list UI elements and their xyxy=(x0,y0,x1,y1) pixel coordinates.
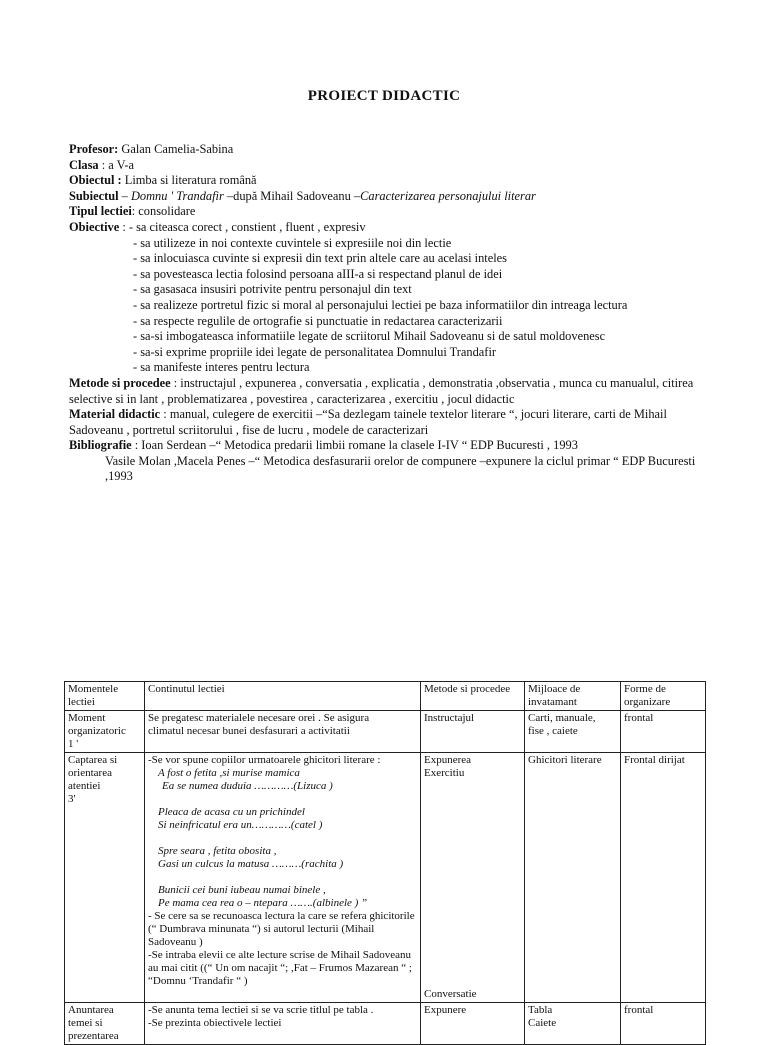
cell-line: -Se prezinta obiectivele lectiei xyxy=(148,1017,282,1029)
header-cell-moment: Momentele lectiei xyxy=(65,682,145,711)
header-cell-mijloace: Mijloace de invatamant xyxy=(525,682,621,711)
cell-line: frontal xyxy=(624,1004,654,1016)
document-title: PROIECT DIDACTIC xyxy=(307,88,461,104)
cell-line: temei si xyxy=(68,1017,103,1029)
mijloace-cell xyxy=(525,753,621,1003)
cell-line: Instructajul xyxy=(424,712,475,724)
cell-line: orientarea xyxy=(68,767,112,779)
header-cell-forme: Forme de organizare xyxy=(621,682,706,711)
header-cell-content: Continutul lectiei xyxy=(145,682,421,711)
cell-line: Expunere xyxy=(424,1004,467,1016)
riddle-line: Gasi un culcus la matusa ………(rachita ) xyxy=(158,858,344,870)
clasa-value: : a V-a xyxy=(98,157,135,172)
cell-line: fise , caiete xyxy=(528,725,578,737)
obiectiv-item: - sa-si exprime propriile idei legate de personalitatea Domnului Trandafir xyxy=(133,344,497,359)
cell-line: Moment xyxy=(68,712,106,724)
metode-label: Metode si procedee xyxy=(69,375,171,390)
subiectul-theme: Caracterizarea personajului literar xyxy=(360,188,536,203)
content-cell xyxy=(145,711,421,753)
obiectiv-item: - sa povesteasca lectia folosind persoana aIII-a si respectand planul de idei xyxy=(133,266,503,281)
cell-line: Carti, manuale, xyxy=(528,712,596,724)
tipul-row xyxy=(69,204,719,220)
cell-line: Captarea si xyxy=(68,754,118,766)
cell-line: Se pregatesc materialele necesare orei . Se asigura xyxy=(148,712,370,724)
cell-line: Exercitiu xyxy=(424,767,465,779)
cell-line: atentiei xyxy=(68,780,101,792)
cell-line: -Se anunta tema lectiei si se va scrie titlul pe tabla . xyxy=(148,1004,374,1016)
mijloace-cell xyxy=(525,711,621,753)
subiectul-row xyxy=(69,189,719,205)
cell-line: -Se intraba elevii ce alte lecture scrise de Mihail Sadoveanu au mai citit ((“ Un om nacajit “; ,Fat – Frumos Mazarean “ ; “Domnu ‘Trandafir “ ) xyxy=(148,949,412,987)
obiective-label: Obiective xyxy=(69,219,120,234)
subiectul-mid: –după Mihail Sadoveanu – xyxy=(223,188,361,203)
riddle-line: Spre seara , fetita obosita , xyxy=(158,845,277,857)
cell-line: Anuntarea xyxy=(68,1004,114,1016)
bibliografie-label: Bibliografie xyxy=(69,438,132,453)
obiectiv-item: - sa utilizeze in noi contexte cuvintele si expresiile noi din lectie xyxy=(133,235,452,250)
obiectiv-item: - sa-si imbogateasca informatiile legate de scriitorul Mihail Sadoveanu si de satul moldovenesc xyxy=(133,329,606,344)
cell-line: Frontal dirijat xyxy=(624,754,685,766)
bibliografie-row xyxy=(69,438,719,454)
spacer xyxy=(148,871,417,884)
profesor-row xyxy=(69,142,719,158)
table-row xyxy=(65,711,706,753)
cell-line: - Se cere sa se recunoasca lectura la care se refera ghicitorile (“ Dumbrava minunata “) si autorul lecturii (Mihail Sadoveanu ) xyxy=(148,910,415,948)
bibliografie-line2: Vasile Molan ,Macela Penes –“ Metodica desfasurarii orelor de compunere –expunere la ciclul primar “ EDP Bucuresti ,1993 xyxy=(105,453,696,484)
cell-line: 1 ' xyxy=(68,738,79,750)
obiectul-row xyxy=(69,173,719,189)
obiectiv-item: - sa manifeste interes pentru lectura xyxy=(133,360,310,375)
spacer xyxy=(424,780,521,884)
spacer xyxy=(424,884,521,988)
lesson-table xyxy=(64,681,706,1045)
clasa-row xyxy=(69,158,719,174)
obiective-first: : - sa citeasca corect , constient , fluent , expresiv xyxy=(119,219,366,234)
cell-line: Expunerea xyxy=(424,754,472,766)
subiectul-label: Subiectul xyxy=(69,188,119,203)
cell-line: -Se vor spune copiilor urmatoarele ghicitori literare : xyxy=(148,754,381,766)
moment-cell xyxy=(65,753,145,1003)
obiectiv-item: - sa respecte regulile de ortografie si punctuatie in redactarea caracterizarii xyxy=(133,313,503,328)
obiectiv-item: - sa realizeze portretul fizic si moral al personajului lectiei pe baza informatiilor din intreaga lectura xyxy=(133,297,628,312)
subiectul-pre: – xyxy=(118,188,131,203)
forme-cell xyxy=(621,753,706,1003)
cell-line: prezentarea xyxy=(68,1030,119,1042)
riddle-line: Pleaca de acasa cu un prichindel xyxy=(158,806,305,818)
tipul-label: Tipul lectiei xyxy=(69,204,132,219)
material-value: : manual, culegere de exercitii –“Sa dezlegam tainele textelor literare “, jocuri literare, carti de Mihail Sadoveanu , portretul scriitorului , fise de lucru , modele de caracterizari xyxy=(69,407,667,437)
cell-line: organizatoric xyxy=(68,725,126,737)
metode-row xyxy=(69,376,719,407)
header-cell-metode: Metode si procedee xyxy=(421,682,525,711)
content-cell xyxy=(145,753,421,1003)
table-row xyxy=(65,753,706,1003)
cell-line: Conversatie xyxy=(424,988,477,1000)
obiectul-label: Obiectul : xyxy=(69,173,122,188)
lesson-header xyxy=(69,142,719,485)
obiectiv-item: - sa gasasaca insusiri potrivite pentru personajul din text xyxy=(133,282,412,297)
riddle-line: Pe mama cea rea o – ntepara …….(albinele ) ” xyxy=(158,897,368,909)
metode-cell xyxy=(421,753,525,1003)
material-label: Material didactic xyxy=(69,407,161,422)
obiectul-value: Limba si literatura română xyxy=(121,173,257,188)
profesor-value: Galan Camelia-Sabina xyxy=(118,142,234,156)
riddle-line: Bunicii cei buni iubeau numai binele , xyxy=(158,884,326,896)
spacer xyxy=(148,832,417,845)
spacer xyxy=(148,793,417,806)
riddle-line: A fost o fetita ,si murise mamica xyxy=(158,767,300,779)
profesor-label: Profesor: xyxy=(69,142,119,156)
cell-line: Tabla xyxy=(528,1004,553,1016)
cell-line: climatul necesar bunei desfasurari a activitatii xyxy=(148,725,350,737)
metode-value: : instructajul , expunerea , conversatia , explicatia , demonstratia ,observatia , munca cu manualul, citirea selective si in lant , problematizarea , povestirea , caracterizarea , exercitiu , jocul didactic xyxy=(69,375,694,406)
material-row xyxy=(69,407,719,438)
moment-cell xyxy=(65,711,145,753)
forme-cell xyxy=(621,711,706,753)
cell-line: frontal xyxy=(624,712,654,724)
subiectul-title: Domnu ' Trandafir xyxy=(130,188,224,203)
metode-cell xyxy=(421,711,525,753)
cell-line: 3' xyxy=(68,793,76,805)
riddle-line: Ea se numea duduia …………(Lizuca ) xyxy=(162,780,333,792)
obiective-row xyxy=(69,220,719,236)
tipul-value: : consolidare xyxy=(131,204,196,219)
cell-line: Ghicitori literare xyxy=(528,754,602,766)
obiectiv-item: - sa inlocuiasca cuvinte si expresii din text prin altele care au acelasi inteles xyxy=(133,251,507,266)
cell-line: Caiete xyxy=(528,1017,557,1029)
table-header-row xyxy=(65,682,706,711)
clasa-label: Clasa xyxy=(69,157,99,172)
riddle-line: Si neinfricatul era un…………(catel ) xyxy=(158,819,323,831)
bibliografie-value: : Ioan Serdean –“ Metodica predarii limbii romane la clasele I-IV “ EDP Bucuresti , 1993 xyxy=(131,438,578,453)
